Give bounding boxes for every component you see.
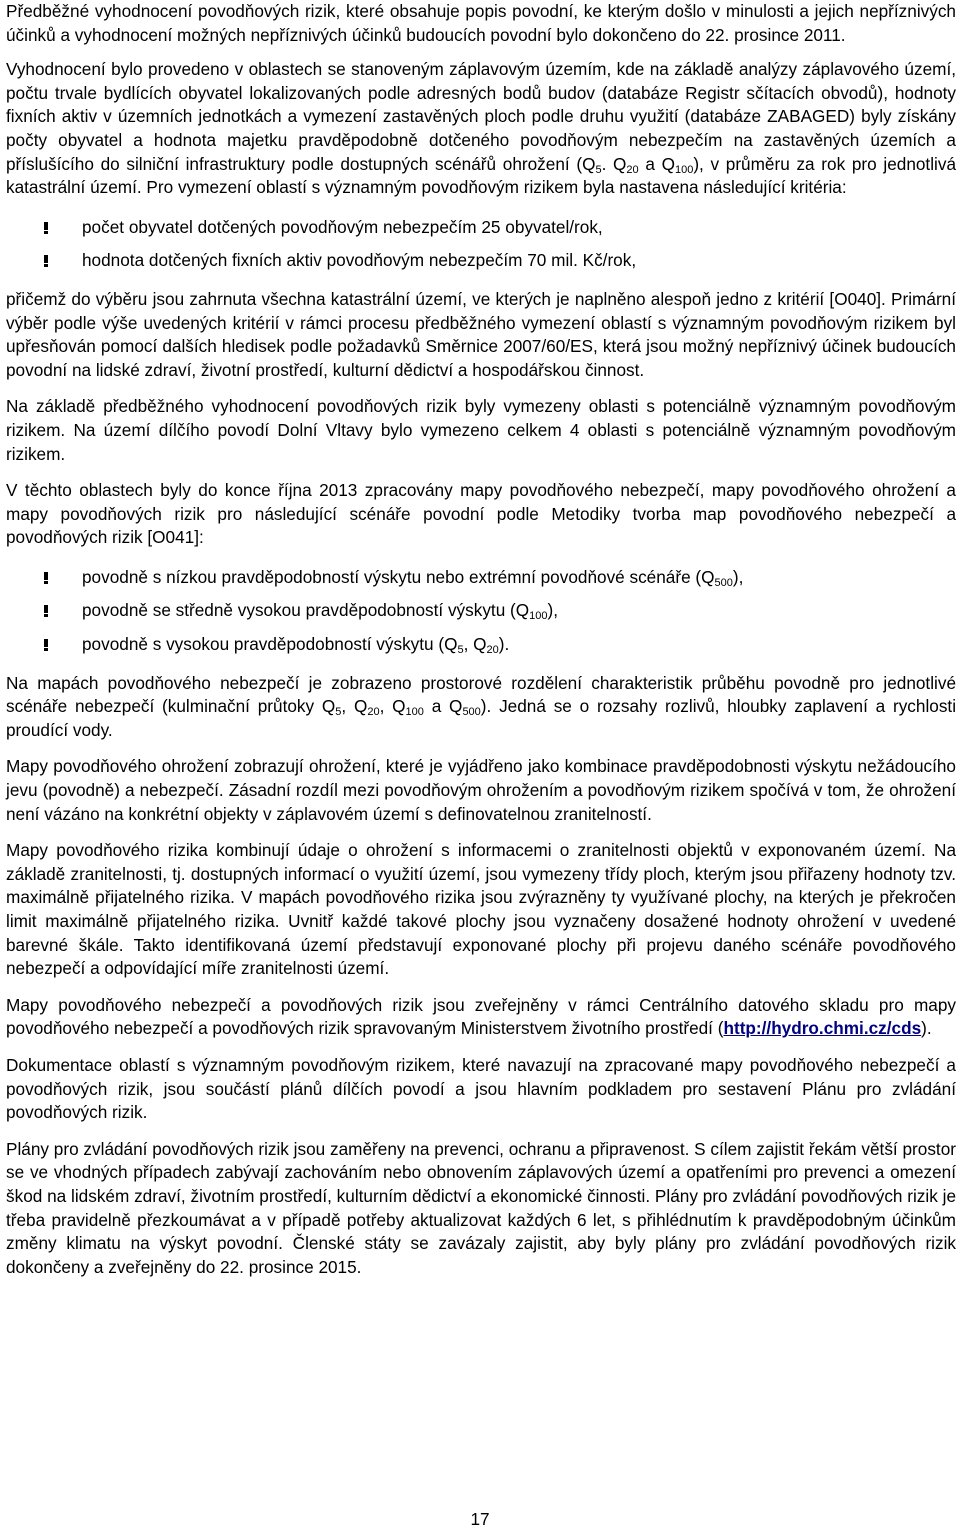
paragraph-hazard-maps: Na mapách povodňového nebezpečí je zobrazeno prostorové rozdělení charakteristik průběhu povodně pro jednotlivé scénáře nebezpečí (kulminační průtoky $Q_5$, $Q_{20}$, $Q_{100}$ a $Q_{500}$). Jedná se o rozsahy rozlivů, hloubky zaplavení a rychlosti proudící vody.: [6, 672, 957, 740]
bullet-icon: [42, 572, 50, 583]
paragraph-areas: Na základě předběžného vyhodnocení povodňových rizik byly vymezeny oblasti s potenciálně významným povodňovým rizikem. Na území dílčího povodí Dolní Vltavy bylo vymezeno celkem 4 oblasti s potenciálně významným povodňovým rizikem.: [6, 396, 956, 464]
paragraph-selection: přičemž do výběru jsou zahrnuta všechna katastrální území, ve kterých je naplněno alespoň jedno z kritérií [O040]. Primární výběr podle výše uvedených kritérií v rámci procesu předběžného vymezení oblastí s významným povodňovým rizikem byl upřesňován pomocí dalších hledisek podle požadavků Směrnice 2007/60/ES, která jsou možný nepříznivý účinek budoucích povodní na lidské zdraví, životní prostředí, kulturní dědictví a hospodářskou činnost.: [6, 288, 956, 380]
criteria-list: [6, 216, 956, 273]
paragraph-risk-maps: Mapy povodňového rizika kombinují údaje o ohrožení s informacemi o zranitelnosti objektů v exponovaném území. Na základě zranitelnosti, tj. dostupných informací o využití území, jsou vymezeny třídy ploch, kterým jsou přiřazeny hodnoty tzv. maximálně přijatelného rizika. V mapách povodňového rizika jsou zvýrazněny ty využívané plochy, na kterých je překročen limit maximálně přijatelného rizika. Uvnitř každé takové plochy jsou vyznačeny dosažené hodnoty ohrožení v uvedené barevné škále. Takto identifikovaná území představují exponované plochy při projevu daného scénáře povodňového nebezpečí a odpovídající míře zranitelnosti území.: [6, 840, 956, 979]
list-item: počet obyvatel dotčených povodňovým nebezpečím 25 obyvatel/rok,: [6, 216, 956, 240]
paragraph-maps: V těchto oblastech byly do konce října 2013 zpracovány mapy povodňového nebezpečí, mapy povodňového ohrožení a mapy povodňových rizik pro následující scénáře povodní podle Metodiky tvorba map povodňového nebezpečí a povodňových rizik [O041]:: [6, 480, 956, 548]
paragraph-assessment-method: Vyhodnocení bylo provedeno v oblastech se stanoveným záplavovým územím, kde na základě analýzy záplavového území, počtu trvale bydlících obyvatel lokalizovaných podle adresných bodů budov (databáze Registr sčítacích obvodů), hodnoty fixních aktiv v územních jednotkách a vymezení zastavěných ploch podle druhu využití (databáze ZABAGED) byly získány počty obyvatel a hodnota majetku pravděpodobně dotčeného povodňovým nebezpečím na zastavěných územích a příslušícího do silniční infrastruktury podle dostupných scénářů ohrožení ($Q_5$. $Q_{20}$ a $Q_{100}$), v průměru za rok pro jednotlivá katastrální území. Pro vymezení oblastí s významným povodňovým rizikem byla nastavena následující kritéria:: [6, 59, 956, 198]
list-item: povodně se středně vysokou pravděpodobností výskytu $(Q_{100})$,: [6, 599, 956, 623]
paragraph-threat-maps: Mapy povodňového ohrožení zobrazují ohrožení, které je vyjádřeno jako kombinace pravděpodobnosti výskytu nežádoucího jevu (povodně) a nebezpečí. Zásadní rozdíl mezi povodňovým ohrožením a povodňovým rizikem spočívá v tom, že ohrožení není vázáno na konkrétní objekty v záplavovém území s definovatelnou zranitelností.: [6, 756, 956, 824]
list-item: povodně s nízkou pravděpodobností výskytu nebo extrémní povodňové scénáře $(Q_{500})$,: [6, 566, 956, 590]
paragraph-preliminary-assessment: Předběžné vyhodnocení povodňových rizik, které obsahuje popis povodní, ke kterým došlo v minulosti a jejich nepříznivých účinků a vyhodnocení možných nepříznivých účinků budoucích povodní bylo dokončeno do 22. prosince 2011.: [6, 1, 956, 45]
list-item: povodně s vysokou pravděpodobností výskytu ($Q_5$, $Q_{20}$).: [6, 633, 956, 657]
paragraph-documentation: Dokumentace oblastí s významným povodňovým rizikem, které navazují na zpracované mapy povodňového nebezpečí a povodňových rizik, jsou součástí plánů dílčích povodí a jsou hlavním podkladem pro sestavení Plánu pro zvládání povodňových rizik.: [6, 1054, 956, 1123]
paragraph-management-plans: Plány pro zvládání povodňových rizik jsou zaměřeny na prevenci, ochranu a připravenost. S cílem zajistit řekám větší prostor se ve vhodných případech zabývají zachováním nebo obnovením záplavových území a opatřeními pro prevenci a omezení škod na lidském zdraví, životním prostředí, kulturním dědictví a ekonomické činnosti. Plány pro zvládání povodňových rizik je třeba pravidelně přezkoumávat a v případě potřeby aktualizovat každých 6 let, s přihlédnutím k pravděpodobným účinkům změny klimatu na výskyt povodní. Členské státy se zavázaly zajistit, aby byly plány pro zvládání povodňových rizik dokončeny a zveřejněny do 22. prosince 2015.: [6, 1138, 956, 1277]
bullet-icon: [42, 639, 50, 650]
document-page: [6, 0, 956, 1279]
bullet-icon: [42, 222, 50, 233]
bullet-icon: [42, 255, 50, 266]
cds-link[interactable]: http://hydro.chmi.cz/cds: [723, 1018, 922, 1039]
scenario-list: [6, 566, 956, 657]
paragraph-publication: Mapy povodňového nebezpečí a povodňových rizik jsou zveřejněny v rámci Centrálního datového skladu pro mapy povodňového nebezpečí a povodňových rizik spravovaným Ministerstvem životního prostředí (http://hydro.chmi.cz/cds).: [6, 994, 956, 1039]
list-item: hodnota dotčených fixních aktiv povodňovým nebezpečím 70 mil. Kč/rok,: [6, 249, 956, 273]
page-number: 17: [470, 1509, 490, 1529]
bullet-icon: [42, 605, 50, 616]
